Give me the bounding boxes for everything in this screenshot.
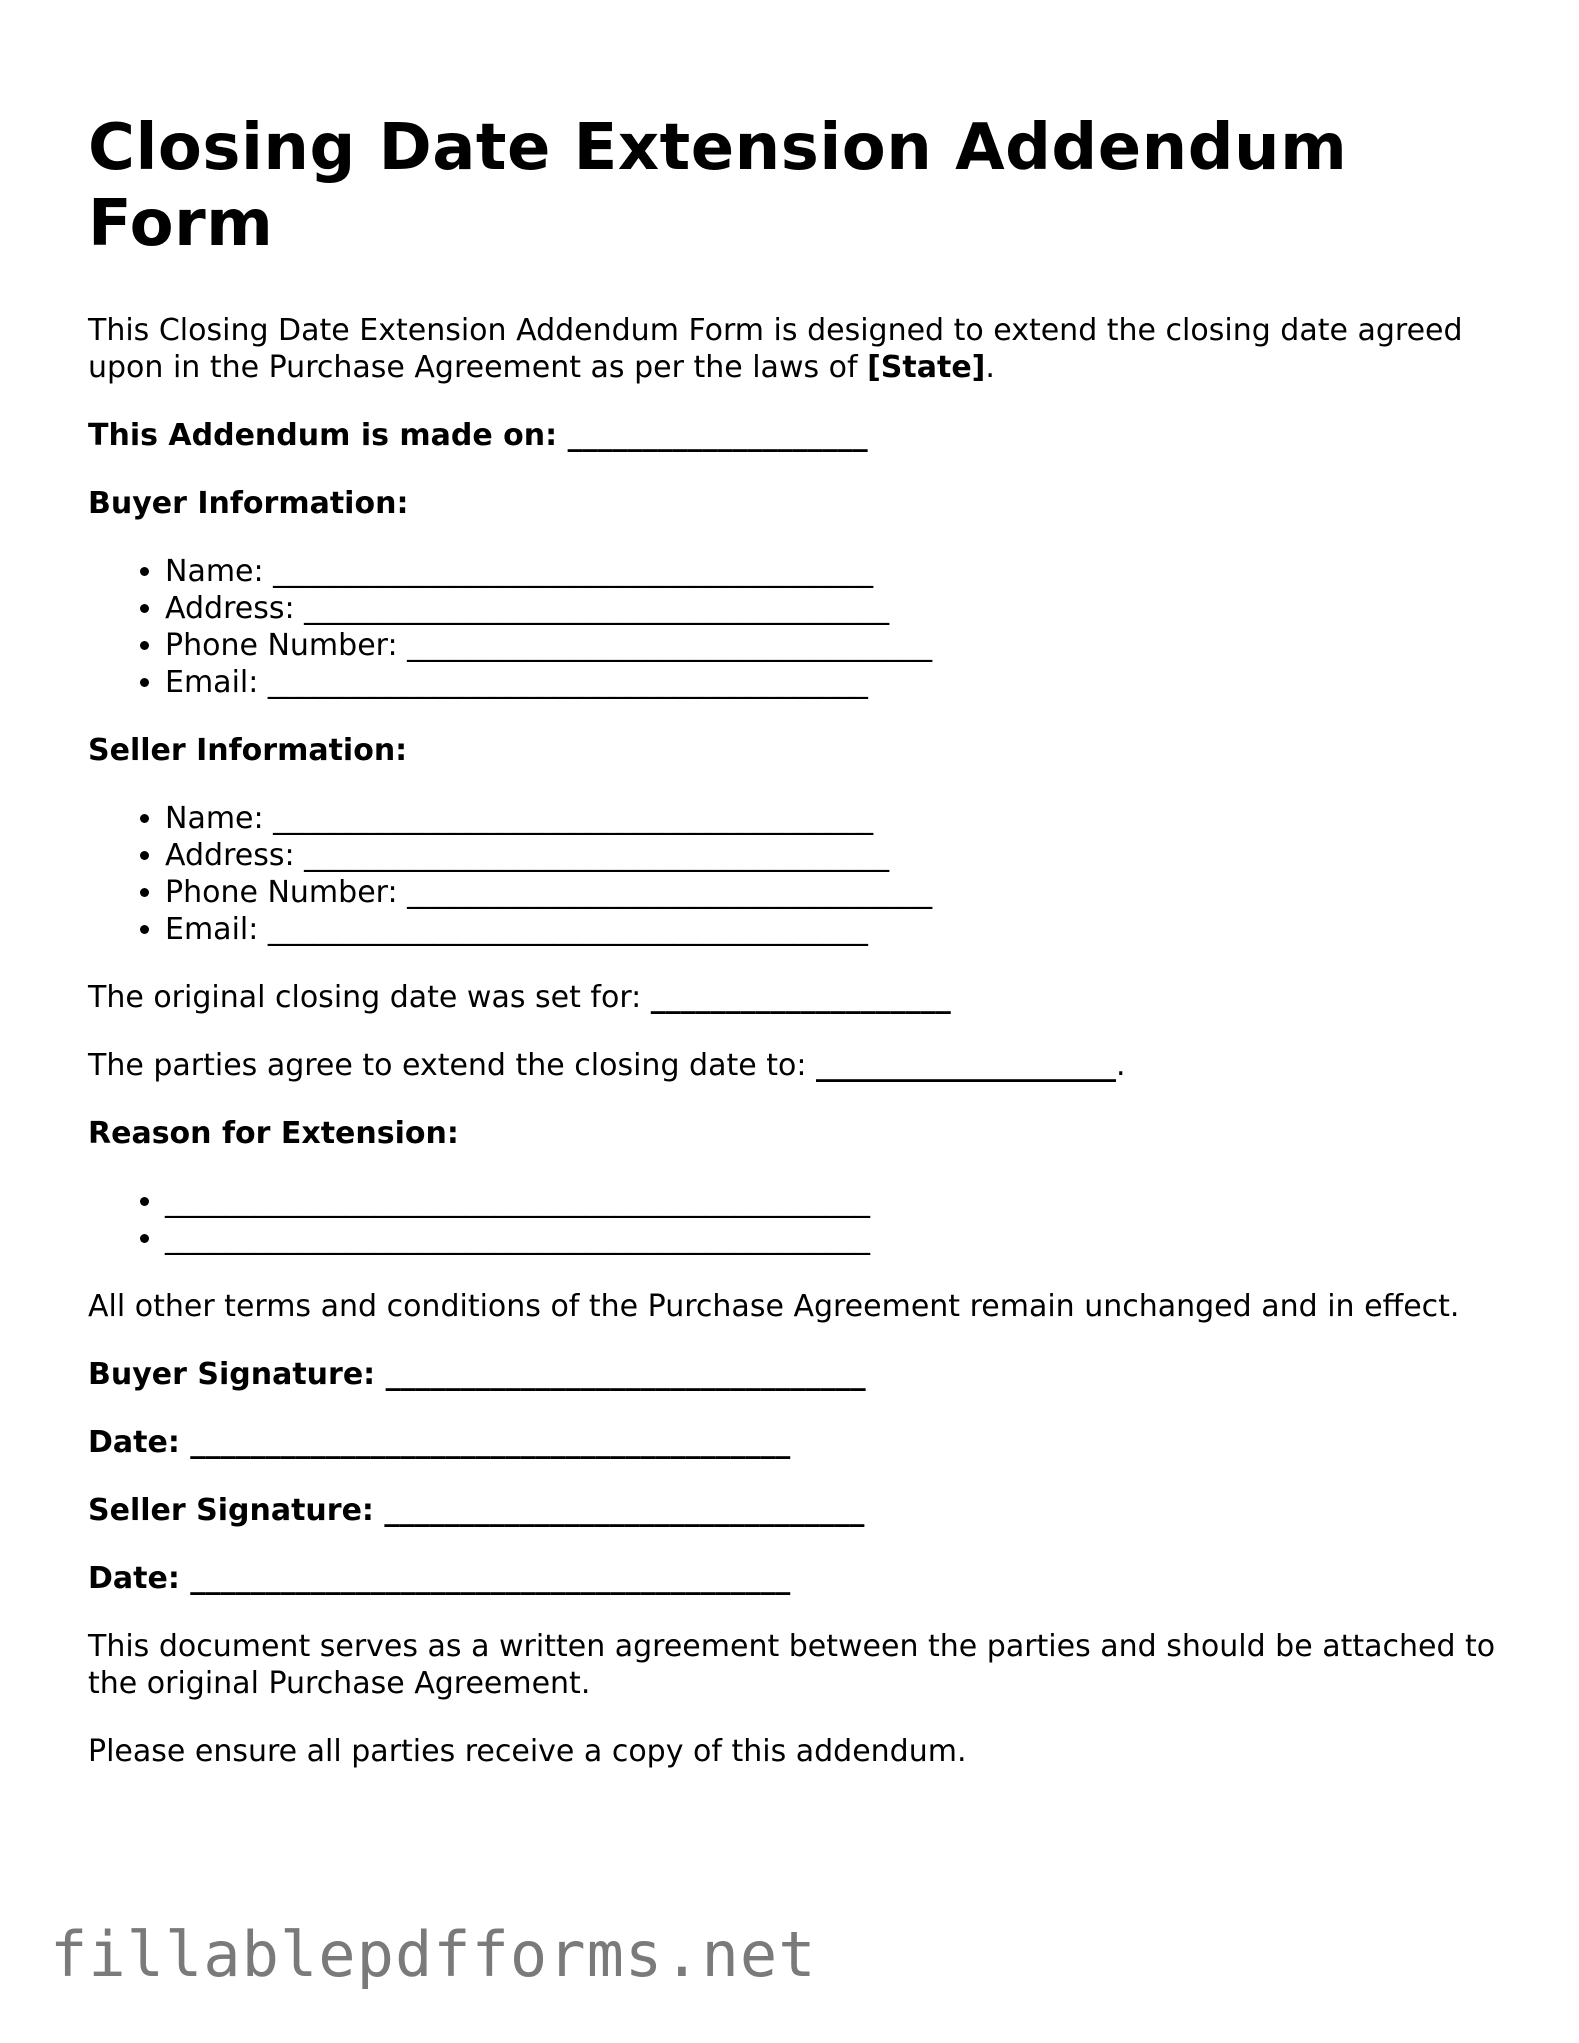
extended-date-field[interactable]: ____________________ [815, 1048, 1116, 1083]
reason-field-1[interactable]: _______________________________________________ [165, 1184, 870, 1219]
buyer-signature-field[interactable]: ________________________________ [385, 1357, 866, 1392]
seller-email-field[interactable]: ________________________________________ [267, 912, 868, 947]
field-label: Name: [165, 801, 264, 836]
seller-name-field[interactable]: ________________________________________ [273, 801, 874, 836]
buyer-phone-field[interactable]: ___________________________________ [407, 628, 933, 663]
field-label: Email: [165, 912, 259, 947]
buyer-email-item [165, 664, 1508, 701]
extended-date-period: . [1115, 1048, 1126, 1083]
seller-date-field[interactable]: ________________________________________ [190, 1561, 791, 1596]
original-date-line [88, 979, 1508, 1016]
seller-date-label: Date: [88, 1561, 180, 1596]
original-date-label: The original closing date was set for: [88, 980, 642, 1015]
made-on-field[interactable]: ____________________ [567, 418, 868, 453]
seller-email-item [165, 911, 1508, 948]
field-label: Email: [165, 665, 259, 700]
seller-heading: Seller Information: [88, 733, 408, 768]
buyer-address-field[interactable]: _______________________________________ [304, 591, 890, 626]
watermark: fillablepdfforms.net [50, 1918, 817, 1991]
agreement-note: This document serves as a written agreement between the parties and should be attached to the original Purchase Agreement. [88, 1629, 1496, 1701]
made-on-label: This Addendum is made on: [88, 418, 558, 453]
terms-paragraph: All other terms and conditions of the Purchase Agreement remain unchanged and in effect. [88, 1289, 1460, 1324]
seller-address-field[interactable]: _______________________________________ [304, 838, 890, 873]
intro-period: . [985, 350, 995, 385]
page-title: Closing Date Extension Addendum Form [88, 111, 1348, 261]
field-label: Address: [165, 591, 295, 626]
intro-paragraph [88, 312, 1508, 386]
seller-date-line [88, 1560, 1508, 1597]
buyer-signature-label: Buyer Signature: [88, 1357, 376, 1392]
copy-note: Please ensure all parties receive a copy of this addendum. [88, 1734, 967, 1769]
field-label: Phone Number: [165, 628, 398, 663]
buyer-name-field[interactable]: ________________________________________ [273, 554, 874, 589]
intro-text: This Closing Date Extension Addendum Form is designed to extend the closing date agreed upon in the Purchase Agreement as per the laws of [88, 313, 1463, 385]
seller-info-list [88, 800, 1508, 948]
buyer-address-item [165, 590, 1508, 627]
buyer-email-field[interactable]: ________________________________________ [267, 665, 868, 700]
reason-item [165, 1183, 1508, 1220]
buyer-phone-item [165, 627, 1508, 664]
buyer-date-label: Date: [88, 1425, 180, 1460]
field-label: Address: [165, 838, 295, 873]
reason-item [165, 1220, 1508, 1257]
reason-heading: Reason for Extension: [88, 1116, 459, 1151]
original-date-field[interactable]: ____________________ [650, 980, 951, 1015]
made-on-line [88, 417, 1508, 454]
buyer-heading: Buyer Information: [88, 486, 409, 521]
reason-field-2[interactable]: _______________________________________________ [165, 1221, 870, 1256]
seller-name-item [165, 800, 1508, 837]
reason-list [88, 1183, 1508, 1257]
buyer-date-line [88, 1424, 1508, 1461]
seller-signature-field[interactable]: ________________________________ [384, 1493, 865, 1528]
seller-phone-item [165, 874, 1508, 911]
buyer-date-field[interactable]: ________________________________________ [190, 1425, 791, 1460]
field-label: Name: [165, 554, 264, 589]
field-label: Phone Number: [165, 875, 398, 910]
state-placeholder[interactable]: [State] [867, 350, 986, 385]
extended-date-label: The parties agree to extend the closing date to: [88, 1048, 807, 1083]
buyer-name-item [165, 553, 1508, 590]
buyer-info-list [88, 553, 1508, 701]
extended-date-line [88, 1047, 1508, 1084]
buyer-signature-line [88, 1356, 1508, 1393]
seller-phone-field[interactable]: ___________________________________ [407, 875, 933, 910]
document-page [88, 110, 1508, 1801]
seller-signature-line [88, 1492, 1508, 1529]
seller-signature-label: Seller Signature: [88, 1493, 374, 1528]
seller-address-item [165, 837, 1508, 874]
